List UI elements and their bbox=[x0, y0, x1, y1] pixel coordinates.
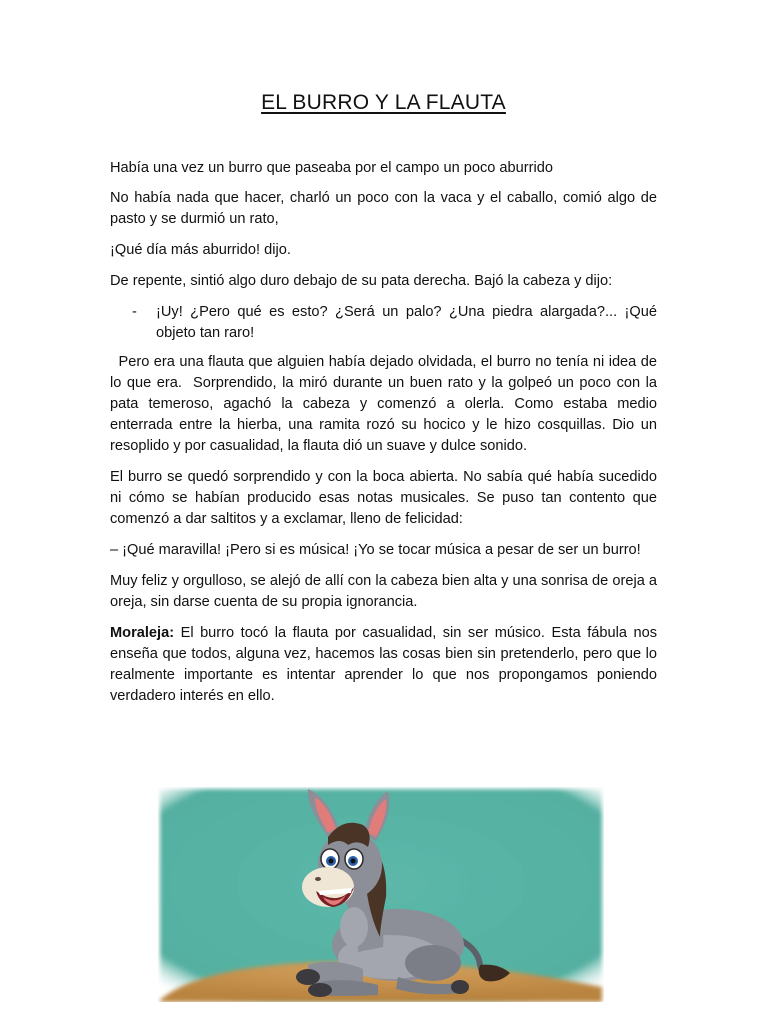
moral-paragraph bbox=[110, 623, 657, 707]
bullet-item bbox=[110, 302, 657, 344]
donkey-illustration bbox=[158, 787, 604, 1002]
paragraph: El burro se quedó sorprendido y con la boca abierta. No sabía qué había sucedido ni cómo se habían producido esas notas musicales. Se puso tan contento que comenzó a dar saltitos y a exclamar, lleno de felicidad: bbox=[110, 469, 657, 527]
paragraph: De repente, sintió algo duro debajo de su pata derecha. Bajó la cabeza y dijo: bbox=[110, 273, 613, 289]
donkey-cartoon-icon bbox=[158, 787, 604, 1002]
moral-text: El burro tocó la flauta por casualidad, sin ser músico. Esta fábula nos enseña que todos, alguna vez, hacemos las cosas bien sin pretenderlo, pero que lo realmente importante es intentar aprender lo que nos propongamos poniendo verdadero interés en ello. bbox=[110, 625, 657, 704]
moral-label: Moraleja: bbox=[110, 625, 175, 641]
bullet-text: ¡Uy! ¿Pero qué es esto? ¿Será un palo? ¿Una piedra alargada?... ¡Qué objeto tan raro! bbox=[156, 304, 657, 341]
bullet-marker: - bbox=[132, 304, 137, 320]
paragraph: Muy feliz y orgulloso, se alejó de allí con la cabeza bien alta y una sonrisa de oreja a oreja, sin darse cuenta de su propia ignorancia. bbox=[110, 573, 657, 610]
paragraph: Había una vez un burro que paseaba por el campo un poco aburrido bbox=[110, 160, 553, 176]
story-body bbox=[110, 158, 662, 717]
page-title: EL BURRO Y LA FLAUTA bbox=[261, 91, 506, 114]
paragraph: No había nada que hacer, charló un poco con la vaca y el caballo, comió algo de pasto y se durmió un rato, bbox=[110, 190, 657, 227]
paragraph: – ¡Qué maravilla! ¡Pero si es música! ¡Yo se tocar música a pesar de ser un burro! bbox=[110, 542, 641, 558]
paragraph: Pero era una flauta que alguien había dejado olvidada, el burro no tenía ni idea de lo que era. Sorprendido, la miró durante un buen rato y la golpeó un poco con la pata temeroso, agachó la cabeza y comenzó a olerla. Como estaba medio enterrada entre la hierba, una ramita rozó su hocico y le hizo cosquillas. Dio un resoplido y por casualidad, la flauta dió un suave y dulce sonido. bbox=[110, 354, 662, 454]
paragraph: ¡Qué día más aburrido! dijo. bbox=[110, 242, 291, 258]
